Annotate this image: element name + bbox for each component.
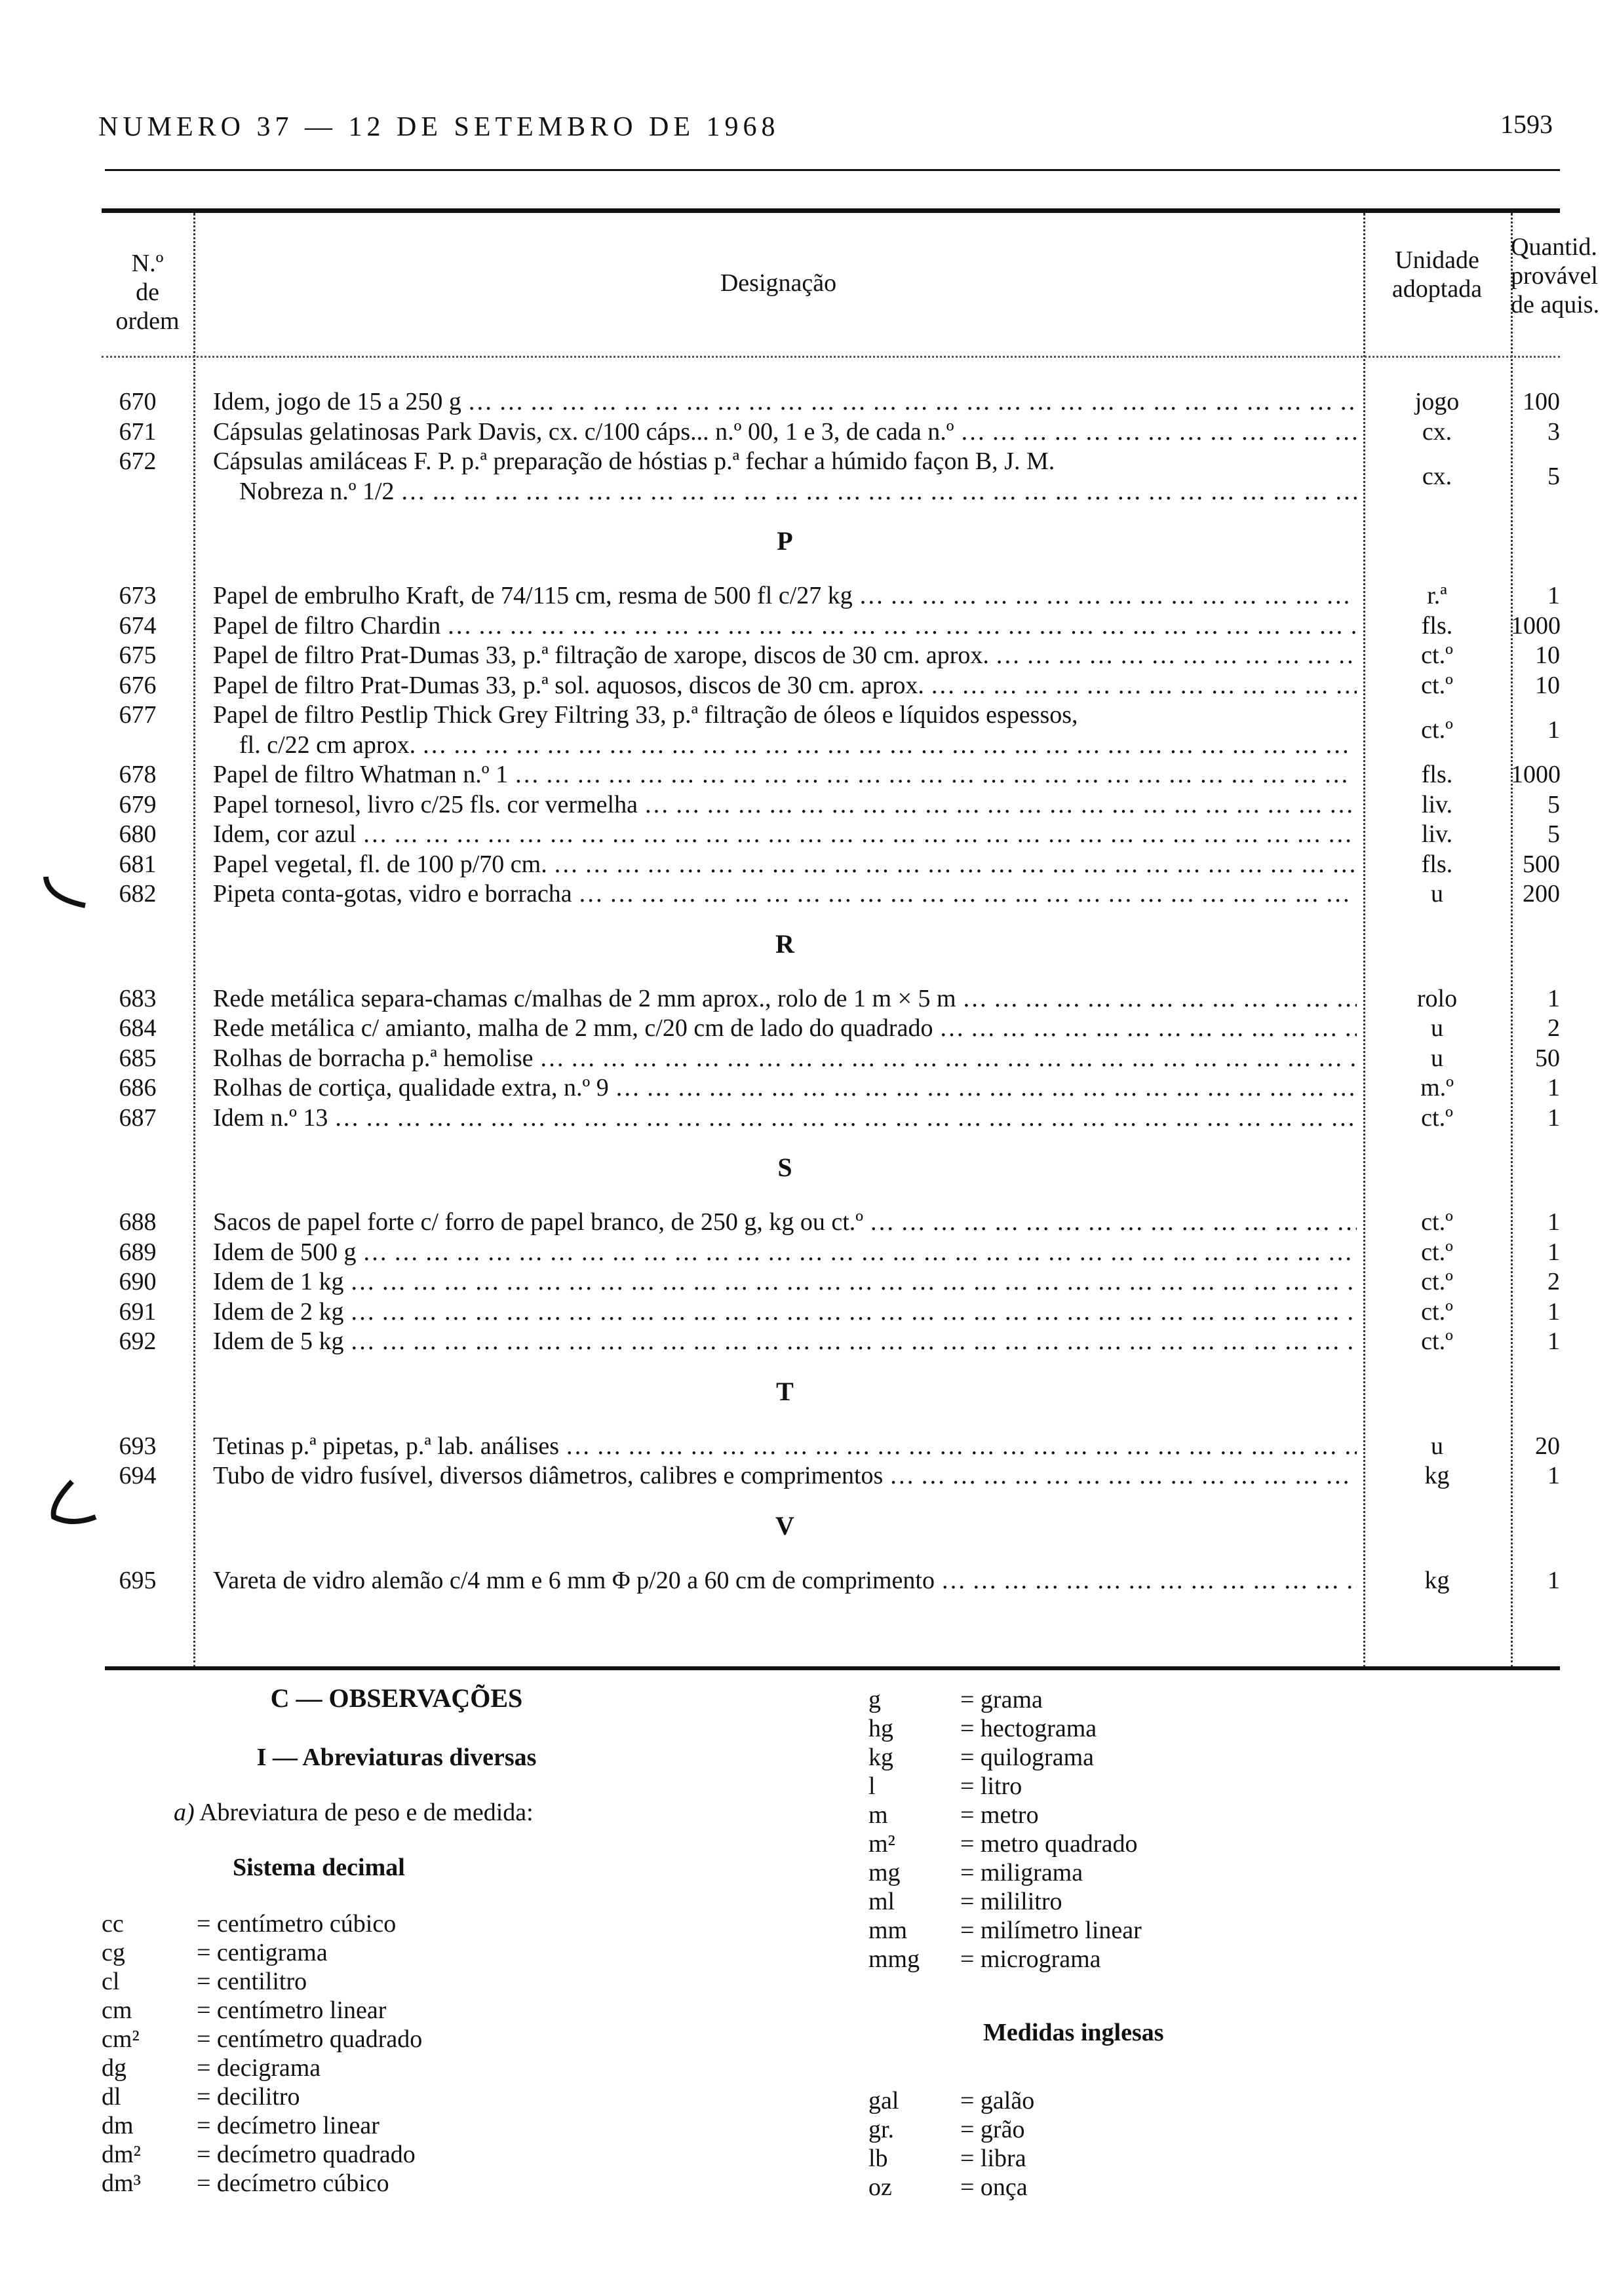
row-designation-text: Idem, cor azul … … … … … … … … … … … … … … … … … … … … … … … … … … … … … … … … … … … … [213,820,1357,848]
table-row [102,1431,1560,1461]
row-unit: u [1431,1044,1443,1072]
row-unit: cx. [1422,462,1452,490]
imperial-entry [868,2173,1524,2202]
header-separator [102,356,1560,358]
row-designation-text: Idem de 5 kg … … … … … … … … … … … … … … … … … … … … … … … … … … … … … … … … … … … … [213,1328,1357,1355]
row-designation [213,446,1357,476]
row-quantity: 1 [1547,1297,1560,1326]
row-number: 686 [119,1074,157,1101]
col-header-ordem [102,249,193,335]
abbr-term: gal [868,2087,899,2114]
table-row [102,1237,1560,1267]
table-row [102,790,1560,820]
abbr-term: cm² [102,2025,140,2053]
row-designation-text: Sacos de papel forte c/ forro de papel branco, de 250 g, kg ou ct.º … … … … … … … … … … … … … … … … … … … … … … … … … … … … … … … … … … … … [213,1208,1357,1236]
table-row [102,1565,1560,1596]
binding-mark-icon [39,871,98,911]
row-quantity: 100 [1523,388,1560,415]
row-number: 683 [119,984,157,1012]
row-designation [213,879,1357,909]
row-number: 673 [119,582,157,609]
row-unit: rolo [1416,984,1458,1012]
row-number: 687 [119,1103,157,1132]
abbr-definition: = decímetro cúbico [197,2170,389,2197]
row-number: 694 [119,1462,157,1489]
row-unit: r.ª [1427,582,1447,609]
row-number: 672 [119,448,157,475]
decimal-entry [102,2140,855,2169]
abbr-term: mm [868,1917,908,1944]
row-quantity: 2 [1547,1014,1560,1042]
row-number: 679 [119,790,157,818]
row-quantity: 2 [1547,1268,1560,1295]
decimal-entry [102,2025,855,2054]
metric-entry [868,1887,1524,1916]
table-row [102,417,1560,447]
row-quantity: 1000 [1511,611,1561,640]
row-unit: kg [1424,1462,1450,1489]
abbr-term: dm [102,2112,134,2139]
abbr-term: cc [102,1910,124,1938]
abbr-term: g [868,1686,881,1713]
row-designation [213,611,1357,641]
table-row [102,1207,1560,1237]
abbr-term: dl [102,2083,121,2111]
row-quantity: 1 [1547,1566,1560,1594]
row-quantity: 1 [1547,1328,1560,1355]
table-row [102,1043,1560,1073]
abbr-term: mmg [868,1945,920,1973]
decimal-entry [102,1996,855,2025]
metric-entry [868,1743,1524,1772]
table-top-rule [102,208,1560,213]
table-row [102,700,1560,759]
row-quantity: 20 [1535,1432,1560,1460]
row-designation [213,1565,1357,1596]
imperial-entry [868,2086,1524,2115]
row-number: 678 [119,761,157,788]
row-unit: liv. [1421,820,1453,848]
row-unit: jogo [1414,388,1460,415]
row-designation-text: Papel vegetal, fl. de 100 p/70 cm. … … … … … … … … … … … … … … … … … … … … … … … … … … … … … … … … … … … … [213,851,1357,878]
abbr-definition: = metro [960,1801,1039,1829]
row-quantity: 1 [1547,1074,1560,1101]
decimal-heading: Sistema decimal [233,1854,405,1881]
row-designation [213,759,1357,790]
decimal-entry [102,2111,855,2140]
row-number: 689 [119,1238,157,1266]
row-designation [213,670,1357,700]
row-designation-text: Vareta de vidro alemão c/4 mm e 6 mm Φ p/20 a 60 cm de comprimento … … … … … … … … … … … … … … … … … … … … … … … … … … … … … … … … … … … … [213,1567,1357,1594]
section-letter-t: T [776,1376,794,1406]
table-row [102,1013,1560,1043]
abbr-term: dm³ [102,2170,141,2197]
materials-table [102,213,1600,1668]
col-header-designacao: Designação [720,269,837,297]
row-unit: ct.º [1421,1103,1453,1132]
imperial-entry [868,2144,1524,2173]
row-designation-cont-text: Nobreza n.º 1/2 … … … … … … … … … … … … … … … … … … … … … … … … … … … … … … … … … … … … [239,478,1357,505]
row-designation-text: Cápsulas gelatinosas Park Davis, cx. c/100 cáps... n.º 00, 1 e 3, de cada n.º … … … … … … … … … … … … … … … … … … … … … … … … … … … … … … … … … … … … [213,418,1357,446]
table-row [102,446,1560,505]
row-number: 680 [119,820,157,848]
row-unit: fls. [1421,850,1453,878]
row-designation-text: Tubo de vidro fusível, diversos diâmetros, calibres e comprimentos … … … … … … … … … … … … … … … … … … … … … … … … … … … … … … … … … … … … [213,1462,1357,1489]
table-row [102,819,1560,849]
row-quantity: 1 [1547,1103,1560,1132]
section-letter-p: P [777,526,793,556]
abbr-definition: = hectograma [960,1715,1097,1742]
row-designation-text: Rede metálica c/ amianto, malha de 2 mm, c/20 cm de lado do quadrado … … … … … … … … … … … … … … … … … … … … … … … … … … … … … … … … … … … … [213,1014,1357,1042]
row-designation [213,1267,1357,1297]
decimal-entry [102,1909,855,1938]
row-unit: fls. [1421,611,1453,640]
table-row [102,984,1560,1014]
intro-label: a) [174,1799,195,1826]
abbr-definition: = quilograma [960,1744,1094,1771]
row-quantity: 10 [1535,641,1560,669]
table-row [102,1073,1560,1103]
row-number: 692 [119,1328,157,1355]
row-number: 695 [119,1566,157,1594]
col-header-qty-l2: provável [1511,262,1598,290]
abbr-definition: = grama [960,1686,1043,1713]
row-unit: cx. [1422,417,1452,446]
row-designation [213,790,1357,820]
decimal-entry [102,2169,855,2198]
row-quantity: 500 [1523,850,1560,878]
col-header-unidade-l2: adoptada [1391,275,1483,303]
abbr-definition: = micrograma [960,1945,1101,1973]
col-header-qty-l1: Quantid. [1511,233,1597,261]
abbr-definition: = onça [960,2173,1028,2201]
abbr-term: m [868,1801,888,1829]
table-row [102,640,1560,670]
imperial-entry [868,2115,1524,2144]
table-row [102,611,1560,641]
row-designation-text: Pipeta conta-gotas, vidro e borracha … … … … … … … … … … … … … … … … … … … … … … … … … … … … … … … … … … … … [213,880,1357,908]
row-designation [213,984,1357,1014]
row-number: 676 [119,671,157,699]
row-quantity: 1 [1547,582,1560,609]
page-header [98,105,1553,151]
row-designation-cont-text: fl. c/22 cm aprox. … … … … … … … … … … … … … … … … … … … … … … … … … … … … … … … … … … … … [239,731,1357,759]
row-unit: ct.º [1421,1238,1453,1266]
row-unit: ct.º [1421,641,1453,669]
metric-entry [868,1858,1524,1887]
row-designation-text: Papel de filtro Prat-Dumas 33, p.ª filtração de xarope, discos de 30 cm. aprox. … … … … … … … … … … … … … … … … … … … … … … … … … … … … … … … … … … … … [213,641,1357,669]
row-designation-text: Idem n.º 13 … … … … … … … … … … … … … … … … … … … … … … … … … … … … … … … … … … … … [213,1104,1357,1132]
row-number: 674 [119,611,157,640]
intro-text: Abreviatura de peso e de medida: [199,1799,534,1826]
row-designation [213,1461,1357,1491]
abbr-term: cl [102,1968,120,1995]
abbr-term: l [868,1772,876,1800]
row-designation [213,1013,1357,1043]
row-designation [213,417,1357,447]
col-header-quantidade [1511,233,1600,319]
table-row [102,849,1560,879]
row-unit: kg [1424,1566,1450,1594]
row-designation [213,1207,1357,1237]
metric-entry [868,1772,1524,1801]
decimal-entry [102,2054,855,2082]
table-row [102,1267,1560,1297]
row-unit: m.º [1420,1074,1454,1101]
table-bottom-rule [105,1666,1560,1670]
row-unit: u [1431,1014,1443,1042]
abbr-definition: = centímetro cúbico [197,1910,397,1938]
abbr-definition: = decímetro linear [197,2112,379,2139]
col-header-ordem-l2: de [136,278,159,306]
abbr-term: mg [868,1859,901,1886]
row-designation-cont [239,730,1357,760]
abbr-definition: = metro quadrado [960,1830,1138,1858]
row-designation [213,581,1357,611]
table-row [102,670,1560,700]
abbr-definition: = litro [960,1772,1022,1800]
metric-entry [868,1829,1524,1858]
row-unit: ct.º [1421,1328,1453,1355]
row-quantity: 50 [1535,1044,1560,1072]
section-letter-r: R [775,928,794,959]
row-quantity: 5 [1547,462,1560,490]
row-number: 685 [119,1044,157,1072]
row-number: 670 [119,388,157,415]
row-unit: ct.º [1421,1268,1453,1295]
metric-entry [868,1801,1524,1829]
metric-entry [868,1714,1524,1743]
decimal-list [102,1909,855,2198]
row-designation [213,700,1357,730]
row-designation [213,819,1357,849]
section-letter-s: S [777,1153,792,1182]
header-rule [105,169,1560,171]
row-designation-text: Idem de 1 kg … … … … … … … … … … … … … … … … … … … … … … … … … … … … … … … … … … … … [213,1268,1357,1295]
row-unit: liv. [1421,790,1453,818]
row-designation-text: Idem de 2 kg … … … … … … … … … … … … … … … … … … … … … … … … … … … … … … … … … … … … [213,1298,1357,1326]
table-row [102,879,1560,909]
row-designation [213,1103,1357,1133]
page-number: 1593 [1500,109,1553,139]
abbr-term: gr. [868,2116,895,2143]
abbr-definition: = decímetro quadrado [197,2141,416,2168]
row-designation [213,1043,1357,1073]
table-row [102,1326,1560,1356]
row-unit: fls. [1421,761,1453,788]
row-unit: ct.º [1421,671,1453,699]
abbr-term: dg [102,2054,126,2082]
row-number: 688 [119,1208,157,1236]
row-designation [213,1237,1357,1267]
row-number: 691 [119,1297,157,1326]
abbr-term: m² [868,1830,895,1858]
row-quantity: 3 [1547,417,1560,446]
metric-entry [868,1916,1524,1945]
row-designation-text: Rede metálica separa-chamas c/malhas de 2 mm aprox., rolo de 1 m × 5 m … … … … … … … … … … … … … … … … … … … … … … … … … … … … … … … … … … … … [213,985,1357,1012]
row-quantity: 1 [1547,716,1560,744]
observacoes-heading: C — OBSERVAÇÕES [270,1683,523,1713]
row-designation-cont [239,476,1357,507]
observacoes-left [102,1684,855,2198]
row-quantity: 5 [1547,790,1560,818]
row-designation [213,1326,1357,1356]
row-unit: ct.º [1421,716,1453,744]
abbr-definition: = mililitro [960,1888,1062,1915]
abbr-term: ml [868,1888,895,1915]
abbr-term: cm [102,1997,132,2024]
row-quantity: 1000 [1511,761,1561,788]
row-designation-text: Idem, jogo de 15 a 250 g … … … … … … … … … … … … … … … … … … … … … … … … … … … … … … … … … … … … [213,388,1357,415]
row-quantity: 5 [1547,820,1560,848]
abbr-definition: = centímetro quadrado [197,2025,423,2053]
col-header-unidade [1363,246,1511,303]
row-designation [213,1073,1357,1103]
decimal-entry [102,1967,855,1996]
metric-list [868,1685,1524,1974]
row-designation-text: Papel de filtro Pestlip Thick Grey Filtring 33, p.ª filtração de óleos e líquidos espessos, [213,701,1078,729]
row-designation-text: Papel de filtro Prat-Dumas 33, p.ª sol. aquosos, discos de 30 cm. aprox. … … … … … … … … … … … … … … … … … … … … … … … … … … … … … … … … … … … … [213,672,1357,699]
abbr-definition: = galão [960,2087,1035,2114]
col-header-ordem-l1: N.º [131,250,164,277]
table-row [102,581,1560,611]
row-designation-text: Papel de filtro Whatman n.º 1 … … … … … … … … … … … … … … … … … … … … … … … … … … … … … … … … … … … … [213,761,1357,788]
row-number: 693 [119,1432,157,1460]
metric-entry [868,1945,1524,1974]
row-number: 675 [119,641,157,669]
row-quantity: 1 [1547,1208,1560,1236]
observacoes-intro [102,1798,855,1827]
decimal-entry [102,1938,855,1967]
row-designation-text: Papel de embrulho Kraft, de 74/115 cm, resma de 500 fl c/27 kg … … … … … … … … … … … … … … … … … … … … … … … … … … … … … … … … … … … … [213,582,1357,609]
row-designation-text: Cápsulas amiláceas F. P. p.ª preparação de hóstias p.ª fechar a húmido façon B, J. M. [213,448,1055,475]
abbr-term: kg [868,1744,893,1771]
row-number: 677 [119,701,157,729]
row-designation-text: Tetinas p.ª pipetas, p.ª lab. análises … … … … … … … … … … … … … … … … … … … … … … … … … … … … … … … … … … … … [213,1432,1357,1460]
row-number: 690 [119,1268,157,1295]
row-unit: u [1431,1432,1443,1460]
binding-mark-icon-2 [46,1478,105,1530]
row-number: 682 [119,880,157,908]
observacoes-right [868,1685,1524,2202]
inglesas-heading: Medidas inglesas [983,2019,1164,2046]
abbr-definition: = libra [960,2145,1026,2172]
abbr-term: hg [868,1715,893,1742]
row-designation-text: Rolhas de borracha p.ª hemolise … … … … … … … … … … … … … … … … … … … … … … … … … … … … … … … … … … … … [213,1044,1357,1072]
row-designation-text: Idem de 500 g … … … … … … … … … … … … … … … … … … … … … … … … … … … … … … … … … … … … [213,1238,1357,1266]
row-unit: u [1431,880,1443,908]
table-row [102,759,1560,790]
abbr-definition: = decilitro [197,2083,300,2111]
abbr-definition: = grão [960,2116,1025,2143]
abbr-definition: = centigrama [197,1939,328,1966]
abbr-definition: = centilitro [197,1968,307,1995]
row-designation-text: Papel de filtro Chardin … … … … … … … … … … … … … … … … … … … … … … … … … … … … … … … … … … … … [213,612,1357,640]
row-designation [213,1431,1357,1461]
table-row [102,1297,1560,1327]
row-quantity: 1 [1547,1238,1560,1266]
table-row [102,387,1560,417]
abbr-term: dm² [102,2141,141,2168]
observacoes-subheading: I — Abreviaturas diversas [256,1744,537,1771]
row-unit: ct.º [1421,1297,1453,1326]
row-quantity: 10 [1535,671,1560,699]
row-designation [213,1297,1357,1327]
abbr-term: oz [868,2173,892,2201]
abbr-definition: = decigrama [197,2054,321,2082]
row-number: 684 [119,1014,157,1042]
row-number: 671 [119,417,157,446]
page-title: NUMERO 37 — 12 DE SETEMBRO DE 1968 [98,112,780,142]
row-designation-text: Rolhas de cortiça, qualidade extra, n.º 9 … … … … … … … … … … … … … … … … … … … … … … … … … … … … … … … … … … … … [213,1074,1357,1101]
row-designation [213,640,1357,670]
abbr-term: lb [868,2145,888,2172]
decimal-entry [102,2082,855,2111]
row-designation-text: Papel tornesol, livro c/25 fls. cor vermelha … … … … … … … … … … … … … … … … … … … … … … … … … … … … … … … … … … … … [213,791,1357,818]
row-unit: ct.º [1421,1208,1453,1236]
row-quantity: 1 [1547,984,1560,1012]
table-row [102,1461,1560,1491]
row-quantity: 200 [1523,880,1560,908]
abbr-definition: = milímetro linear [960,1917,1142,1944]
col-header-unidade-l1: Unidade [1395,246,1479,274]
abbr-definition: = centímetro linear [197,1997,387,2024]
abbr-definition: = miligrama [960,1859,1083,1886]
col-header-ordem-l3: ordem [115,307,180,335]
row-designation [213,387,1357,417]
row-quantity: 1 [1547,1462,1560,1489]
row-designation [213,849,1357,879]
table-row [102,1103,1560,1133]
metric-entry [868,1685,1524,1714]
abbr-term: cg [102,1939,125,1966]
col-header-qty-l3: de aquis. [1511,291,1600,318]
section-letter-v: V [775,1510,794,1540]
row-number: 681 [119,850,157,878]
imperial-list [868,2086,1524,2202]
